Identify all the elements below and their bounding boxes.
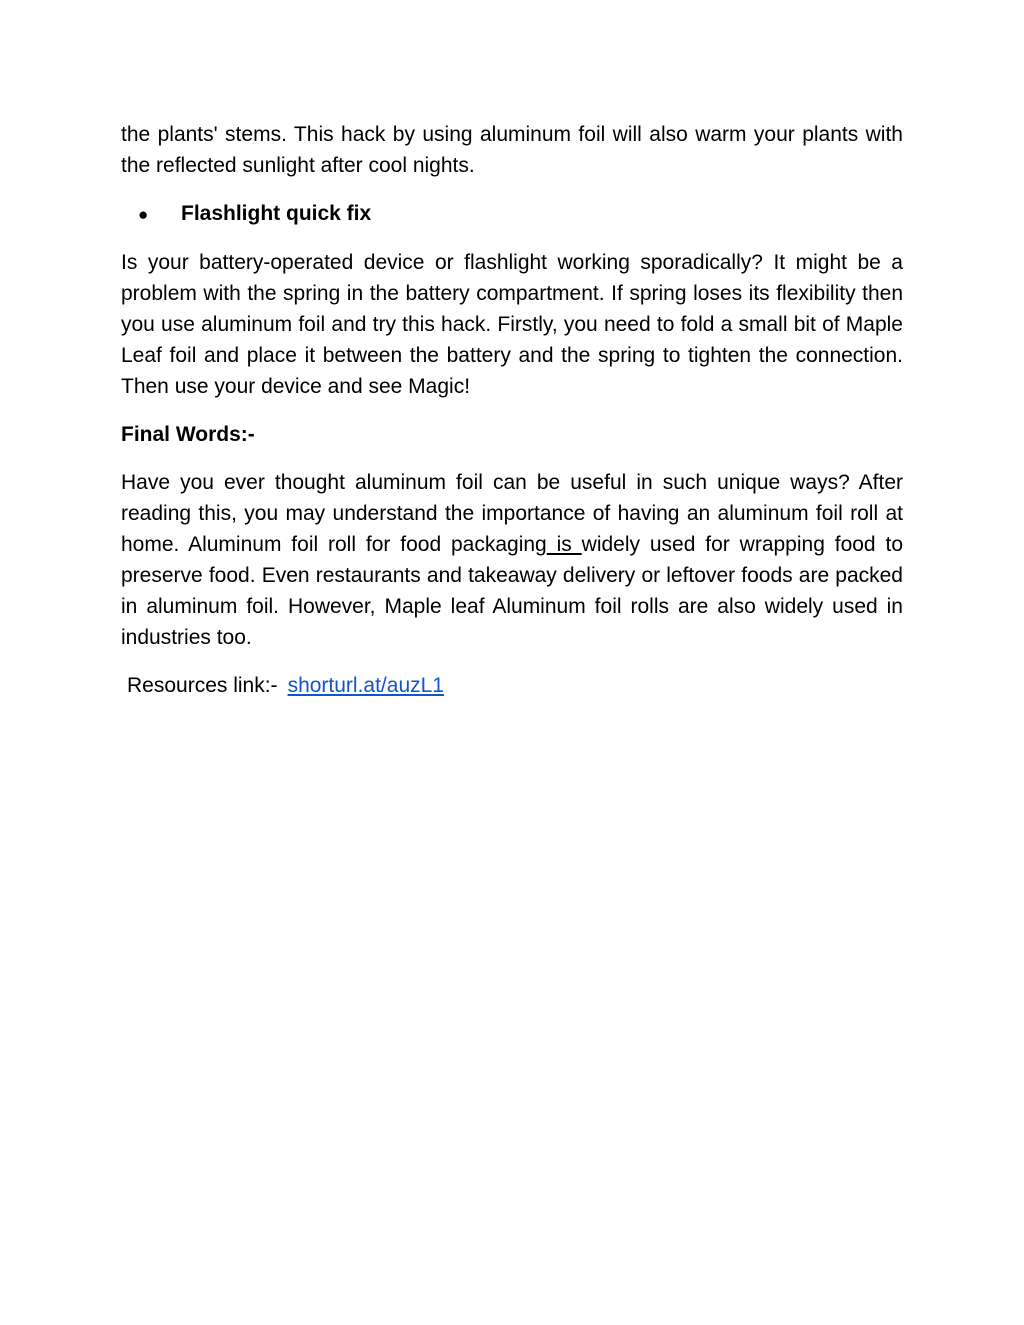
section-heading-final-words: Final Words:-: [121, 423, 255, 446]
paragraph-final-text-1: Have you ever thought aluminum foil can be useful in such unique ways? After reading this, you may understand the importance of having an aluminum foil roll at home. Aluminum foil roll for food packaging: [121, 471, 903, 556]
resources-link[interactable]: shorturl.at/auzL1: [287, 674, 444, 697]
paragraph-final-words: [121, 467, 903, 653]
resources-label: Resources link:-: [127, 674, 278, 697]
resources-line: [121, 670, 903, 701]
bullet-item-flashlight: [121, 198, 903, 230]
paragraph-plants: the plants' stems. This hack by using aluminum foil will also warm your plants with the reflected sunlight after cool nights.: [121, 123, 903, 177]
paragraph-final-text-2: widely used for wrapping food to preserve food. Even restaurants and takeaway delivery or leftover foods are packed in aluminum foil. However, Maple leaf Aluminum foil rolls are also widely used in industries too.: [121, 533, 903, 649]
bullet-icon: ●: [138, 205, 149, 224]
bullet-title: Flashlight quick fix: [181, 202, 372, 225]
document-page: [121, 119, 903, 701]
paragraph-flashlight: Is your battery-operated device or flashlight working sporadically? It might be a problem with the spring in the battery compartment. If spring loses its flexibility then you use aluminum foil and try this hack. Firstly, you need to fold a small bit of Maple Leaf foil and place it between the battery and the spring to tighten the connection. Then use your device and see Magic!: [121, 251, 903, 398]
underlined-is: is: [546, 533, 582, 556]
